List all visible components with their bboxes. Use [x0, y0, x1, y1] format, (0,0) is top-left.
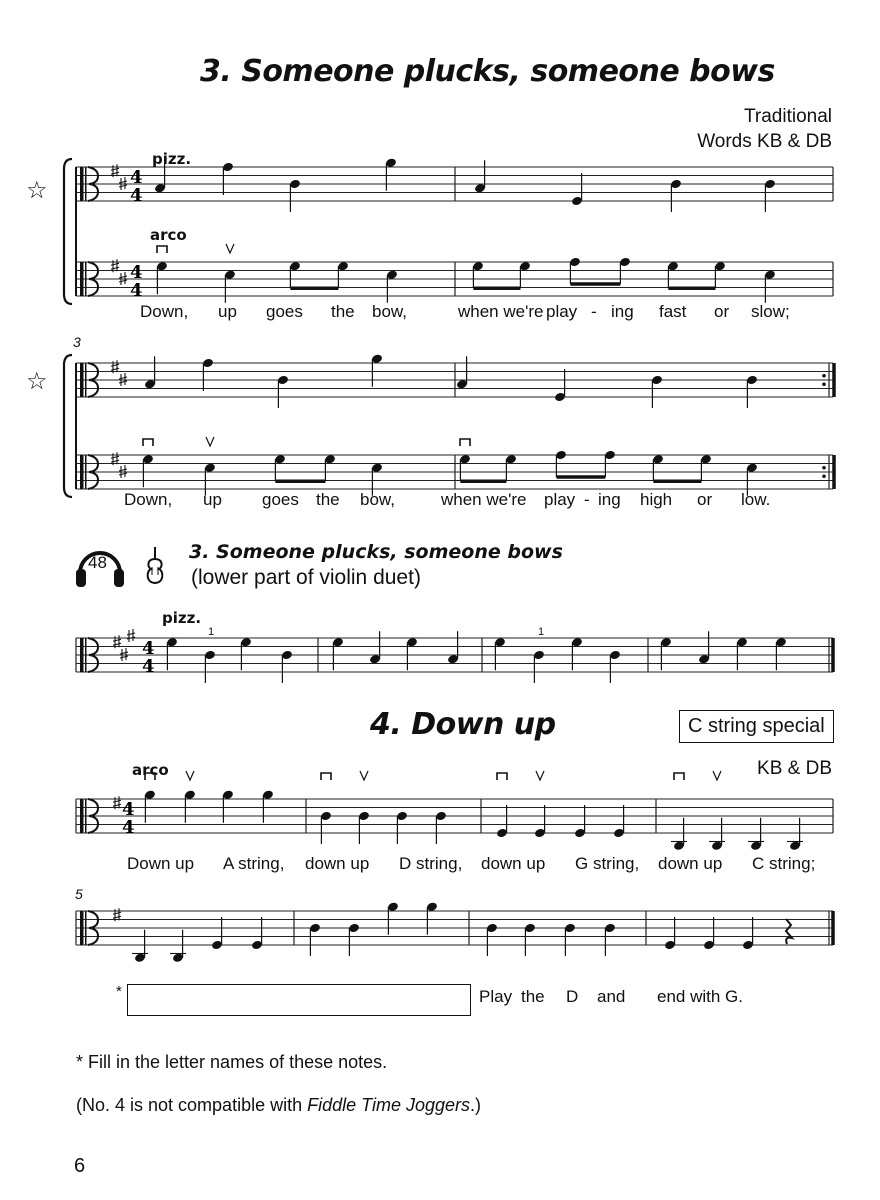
- lyric-word: down up: [658, 854, 723, 873]
- lyric-word: Down,: [140, 302, 189, 321]
- time-signature: 4: [130, 262, 143, 283]
- lyric-word: D string,: [399, 854, 463, 873]
- lyric-word: down up: [305, 854, 370, 873]
- lyric-word: -: [584, 490, 590, 509]
- alto-clef-icon: [80, 167, 84, 201]
- footnote-fill-in: * Fill in the letter names of these notes.: [76, 1052, 388, 1072]
- alto-clef-icon: [80, 455, 84, 489]
- down-bow-icon: [143, 439, 153, 446]
- alto-clef-icon: [85, 638, 87, 672]
- alto-clef-icon: [80, 911, 84, 945]
- violin-icon: [143, 545, 167, 585]
- alto-clef-icon: [80, 799, 84, 833]
- lyric-word: A string,: [223, 854, 285, 873]
- lyric-word: or: [697, 490, 713, 509]
- time-signature: 4: [130, 185, 143, 206]
- fingering-1: 1: [538, 626, 545, 638]
- lyric-word: slow;: [751, 302, 790, 321]
- lyric-word: when we're: [441, 490, 527, 509]
- alto-clef-icon: [80, 262, 84, 296]
- fingering-1: 1: [208, 626, 215, 638]
- star-icon: ☆: [26, 177, 48, 204]
- headphones-icon: [74, 543, 126, 589]
- up-bow-icon: [226, 244, 234, 253]
- footnote-suffix: .): [470, 1095, 482, 1115]
- repeat-dot: [822, 382, 826, 386]
- lyric-word: high: [640, 490, 673, 509]
- lyric-word: up: [218, 302, 237, 321]
- lyric-word: bow,: [372, 302, 407, 321]
- alto-clef-icon: [85, 455, 87, 489]
- alto-clef-icon: [80, 363, 84, 397]
- lyric-word: or: [714, 302, 730, 321]
- lyric-word: C string;: [752, 854, 816, 873]
- up-bow-icon: [206, 437, 214, 446]
- repeat-dot: [822, 466, 826, 470]
- system-bracket: [64, 159, 72, 304]
- lyric-word: goes: [262, 490, 299, 509]
- time-signature: 4: [130, 167, 143, 188]
- down-bow-icon: [157, 246, 167, 253]
- duet-title: 3. Someone plucks, someone bows: [189, 541, 563, 563]
- time-signature: 4: [130, 280, 143, 301]
- lyric-word: goes: [266, 302, 303, 321]
- lyric-word: Play: [479, 987, 513, 1006]
- time-signature: 4: [142, 638, 155, 659]
- page-number: 6: [74, 1155, 86, 1177]
- piece4-credit: KB & DB: [757, 758, 832, 779]
- down-bow-icon: [497, 773, 507, 780]
- alto-clef-icon: [85, 167, 87, 201]
- pizz-marking: pizz.: [162, 609, 202, 627]
- lyric-word: and: [597, 987, 626, 1006]
- lyric-word: ing: [611, 302, 634, 321]
- lyric-word: down up: [481, 854, 546, 873]
- footnote-prefix: (No. 4 is not compatible with: [76, 1095, 308, 1115]
- c-string-badge: C string special: [679, 710, 834, 743]
- note-names-answer-box[interactable]: [127, 984, 471, 1016]
- lyric-word: end with G.: [657, 987, 743, 1006]
- arco-marking: arco: [150, 226, 187, 244]
- credit-words: Words KB & DB: [697, 131, 832, 152]
- lyric-word: the: [521, 987, 545, 1006]
- alto-clef-icon: [85, 799, 87, 833]
- footnote-book-title: Fiddle Time Joggers: [307, 1095, 471, 1115]
- time-signature: 4: [122, 817, 135, 838]
- footnote-compatibility: [76, 1095, 481, 1116]
- alto-clef-icon: [85, 911, 87, 945]
- bar-number: 3: [73, 334, 81, 350]
- lyric-word: ing: [598, 490, 621, 509]
- alto-clef-icon: [85, 363, 87, 397]
- down-bow-icon: [460, 439, 470, 446]
- credit-traditional: Traditional: [743, 106, 832, 127]
- lyric-word: low.: [741, 490, 771, 509]
- repeat-dot: [822, 374, 826, 378]
- lyric-word: Down,: [124, 490, 173, 509]
- lyric-word: bow,: [360, 490, 395, 509]
- lyric-word: when we're: [458, 302, 544, 321]
- lyric-word: the: [316, 490, 340, 509]
- down-bow-icon: [674, 773, 684, 780]
- up-bow-icon: [713, 771, 721, 780]
- alto-clef-icon: [80, 638, 84, 672]
- lyric-word: up: [203, 490, 222, 509]
- quarter-rest-icon: [786, 919, 792, 944]
- alto-clef-icon: [85, 262, 87, 296]
- down-bow-icon: [321, 773, 331, 780]
- asterisk: *: [116, 983, 122, 1000]
- track-number: 48: [88, 553, 107, 572]
- lyric-word: the: [331, 302, 355, 321]
- up-bow-icon: [186, 771, 194, 780]
- lyric-word: D: [566, 987, 579, 1006]
- up-bow-icon: [536, 771, 544, 780]
- piece4-title: 4. Down up: [370, 707, 556, 742]
- piece3-title: 3. Someone plucks, someone bows: [200, 54, 775, 89]
- time-signature: 4: [142, 656, 155, 677]
- arco-marking: arco: [132, 761, 169, 779]
- star-icon: ☆: [26, 368, 48, 395]
- duet-subtitle: (lower part of violin duet): [191, 566, 421, 589]
- bar-number: 5: [75, 886, 83, 902]
- system-bracket: [64, 355, 72, 497]
- pizz-marking: pizz.: [152, 150, 192, 168]
- lyric-word: G string,: [575, 854, 640, 873]
- lyric-word: play: [544, 490, 576, 509]
- lyric-word: -: [591, 302, 597, 321]
- lyric-word: play: [546, 302, 578, 321]
- lyric-word: fast: [659, 302, 687, 321]
- sharp-sign: [127, 629, 135, 642]
- time-signature: 4: [122, 799, 135, 820]
- repeat-dot: [822, 474, 826, 478]
- lyric-word: Down up: [127, 854, 195, 873]
- up-bow-icon: [360, 771, 368, 780]
